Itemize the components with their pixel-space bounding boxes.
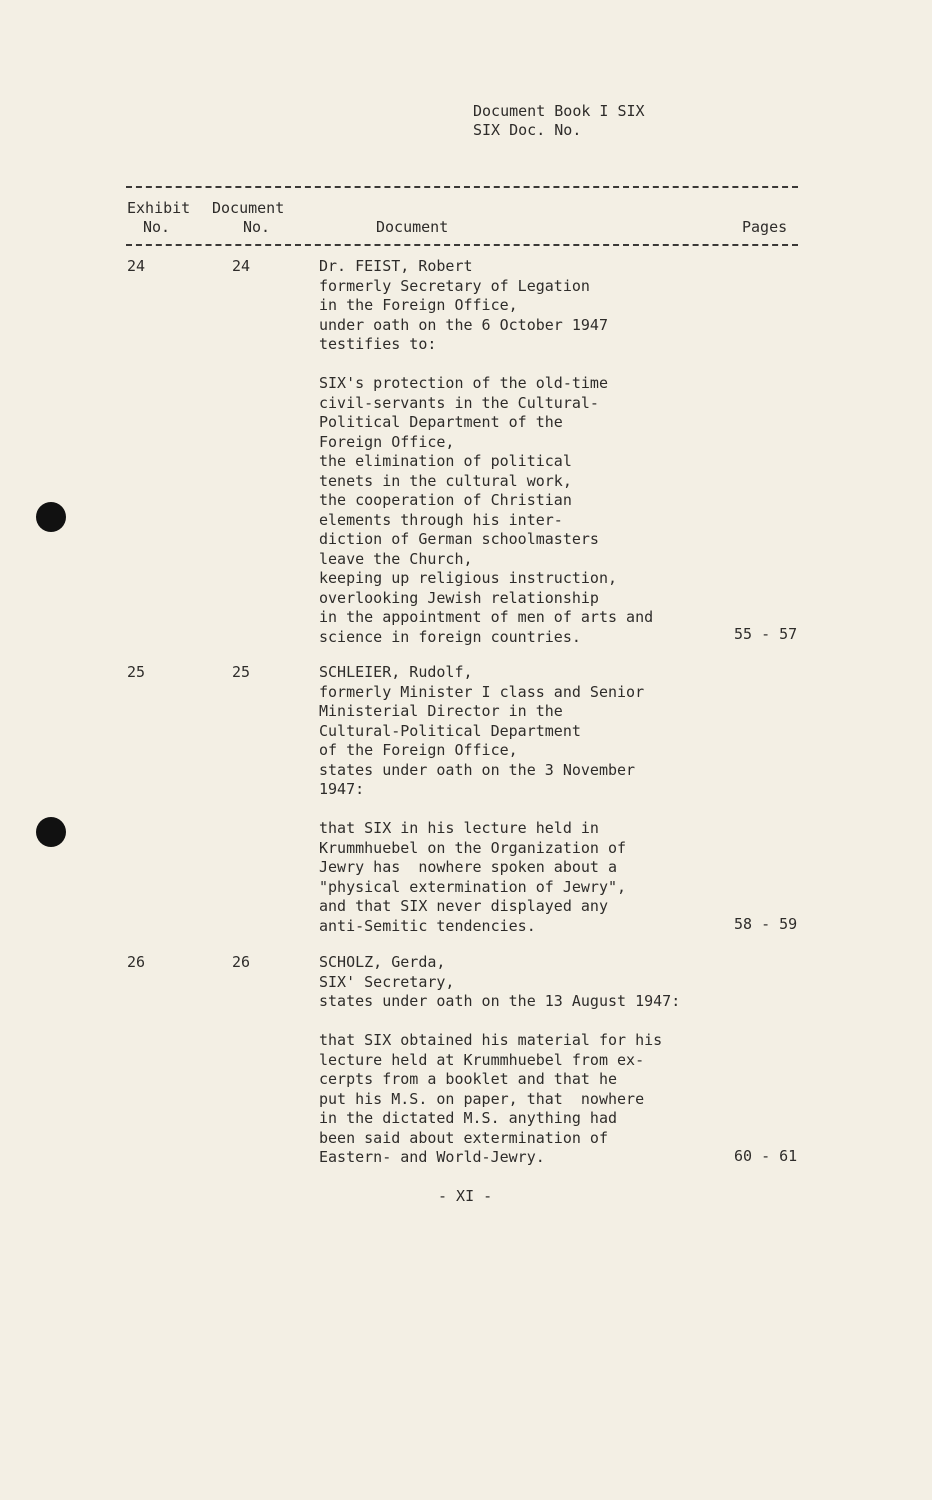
header-title: Document Book I SIX bbox=[473, 102, 645, 120]
top-rule bbox=[126, 186, 798, 188]
description-line: keeping up religious instruction, bbox=[319, 569, 618, 587]
description-line: testifies to: bbox=[319, 335, 437, 353]
description-line: tenets in the cultural work, bbox=[319, 471, 572, 490]
punch-hole bbox=[36, 502, 66, 532]
description-line: that SIX in his lecture held in bbox=[319, 819, 599, 837]
description-line: SIX's protection of the old-time bbox=[319, 374, 608, 392]
entry-pages: 60 - 61 bbox=[734, 1147, 798, 1165]
description-line: Jewry has nowhere spoken about a bbox=[319, 858, 618, 876]
entry-exhibit-no: 26 bbox=[127, 953, 146, 971]
col-header-document: Document bbox=[376, 218, 449, 236]
description-line: diction of German schoolmasters bbox=[319, 530, 599, 548]
col-header-exhibit-no: No. bbox=[143, 218, 171, 236]
description-line: that SIX obtained his material for his bbox=[319, 1031, 663, 1049]
entry-doc-no: 24 bbox=[232, 257, 251, 275]
blank-line bbox=[319, 800, 644, 820]
col-header-exhibit: Exhibit bbox=[127, 199, 191, 217]
description-line: civil-servants in the Cultural- bbox=[319, 393, 599, 412]
description-line: Eastern- and World-Jewry. bbox=[319, 1148, 545, 1166]
col-header-pages: Pages bbox=[742, 218, 788, 236]
description-line: Political Department of the bbox=[319, 413, 563, 431]
description-line: and that SIX never displayed any bbox=[319, 897, 608, 915]
description-line: the cooperation of Christian bbox=[319, 491, 572, 509]
entry-exhibit-no: 24 bbox=[127, 257, 146, 275]
description-line: overlooking Jewish relationship bbox=[319, 588, 599, 607]
description-line: formerly Secretary of Legation bbox=[319, 276, 590, 295]
description-line: lecture held at Krummhuebel from ex- bbox=[319, 1050, 645, 1069]
description-line: 1947: bbox=[319, 780, 365, 798]
description-line: SCHLEIER, Rudolf, bbox=[319, 663, 473, 681]
description-line: put his M.S. on paper, that nowhere bbox=[319, 1089, 645, 1108]
description-line: the elimination of political bbox=[319, 452, 572, 470]
entry-description bbox=[319, 663, 644, 936]
col-header-docno: Document bbox=[212, 199, 285, 217]
entry-pages: 55 - 57 bbox=[734, 625, 798, 643]
entry-description bbox=[319, 257, 653, 647]
entry-doc-no: 25 bbox=[232, 663, 251, 681]
entry-description bbox=[319, 953, 680, 1168]
header-doc-no: SIX Doc. No. bbox=[473, 121, 582, 139]
description-line: leave the Church, bbox=[319, 549, 473, 568]
blank-line bbox=[319, 355, 653, 375]
description-line: anti-Semitic tendencies. bbox=[319, 916, 536, 935]
col-header-docno-no: No. bbox=[243, 218, 271, 236]
description-line: Krummhuebel on the Organization of bbox=[319, 838, 627, 857]
description-line: elements through his inter- bbox=[319, 510, 563, 529]
description-line: science in foreign countries. bbox=[319, 627, 581, 646]
description-line: of the Foreign Office, bbox=[319, 741, 518, 759]
description-line: states under oath on the 3 November bbox=[319, 760, 636, 779]
page-number: - XI - bbox=[438, 1187, 493, 1205]
blank-line bbox=[319, 1012, 680, 1032]
description-line: Cultural-Political Department bbox=[319, 721, 581, 740]
entry-pages: 58 - 59 bbox=[734, 915, 798, 933]
entry-exhibit-no: 25 bbox=[127, 663, 146, 681]
description-line: in the Foreign Office, bbox=[319, 296, 518, 314]
header-rule bbox=[126, 244, 798, 246]
description-line: been said about extermination of bbox=[319, 1128, 608, 1147]
description-line: under oath on the 6 October 1947 bbox=[319, 315, 608, 334]
description-line: in the dictated M.S. anything had bbox=[319, 1109, 618, 1127]
punch-hole bbox=[36, 817, 66, 847]
description-line: SIX' Secretary, bbox=[319, 972, 455, 991]
description-line: Ministerial Director in the bbox=[319, 702, 563, 720]
entry-doc-no: 26 bbox=[232, 953, 251, 971]
description-line: Foreign Office, bbox=[319, 432, 455, 451]
description-line: formerly Minister I class and Senior bbox=[319, 682, 645, 701]
description-line: states under oath on the 13 August 1947: bbox=[319, 992, 681, 1010]
description-line: in the appointment of men of arts and bbox=[319, 608, 654, 626]
description-line: SCHOLZ, Gerda, bbox=[319, 953, 446, 971]
description-line: cerpts from a booklet and that he bbox=[319, 1070, 618, 1088]
description-line: "physical extermination of Jewry", bbox=[319, 877, 627, 896]
description-line: Dr. FEIST, Robert bbox=[319, 257, 473, 275]
